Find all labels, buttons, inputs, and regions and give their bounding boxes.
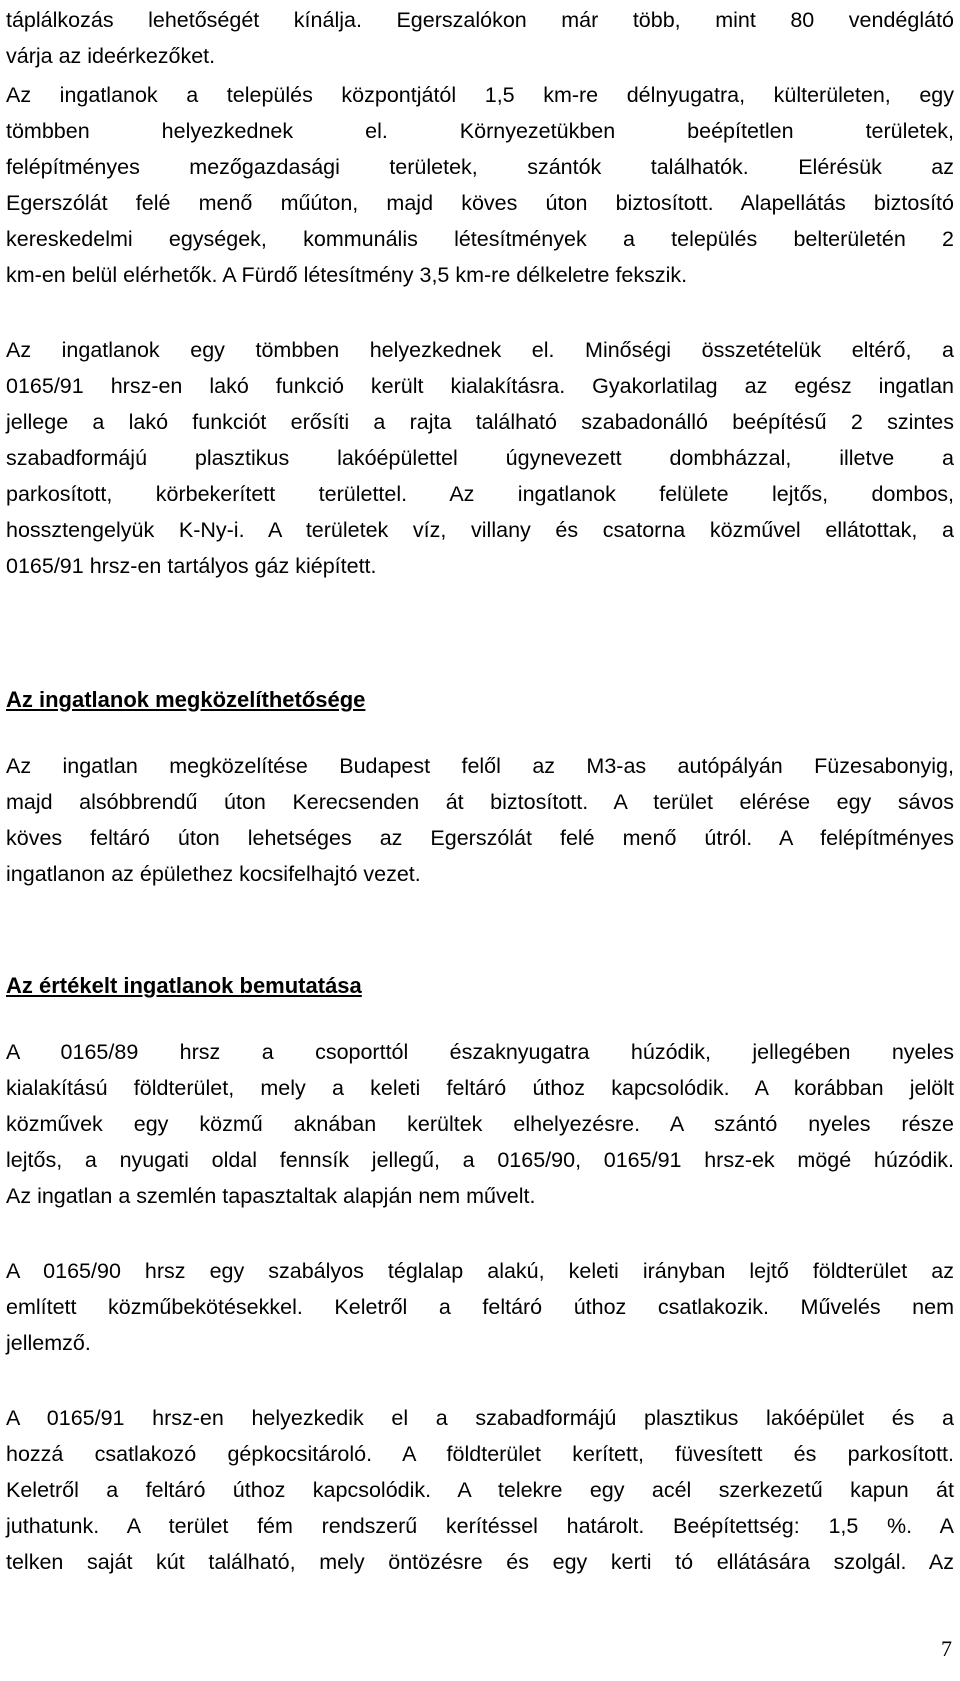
- text-line: 0165/91 hrsz-en lakó funkció került kialakításra. Gyakorlatilag az egész ingatlan: [6, 374, 954, 398]
- section-heading-presentation: Az értékelt ingatlanok bemutatása: [6, 973, 362, 998]
- text-line: várja az ideérkezőket.: [6, 44, 216, 68]
- text-line: szabadformájú plasztikus lakóépülettel úgynevezett dombházzal, illetve a: [6, 446, 954, 470]
- text-line: Egerszólát felé menő műúton, majd köves úton biztosított. Alapellátás biztosító: [6, 191, 954, 215]
- text-line: hossztengelyük K-Ny-i. A területek víz, villany és csatorna közművel ellátottak, a: [6, 518, 954, 542]
- text-line: ingatlanon az épülethez kocsifelhajtó vezet.: [6, 862, 421, 886]
- text-line: 0165/91 hrsz-en tartályos gáz kiépített.: [6, 554, 377, 578]
- paragraph-plot-90: [6, 1253, 954, 1361]
- text-line: Keletről a feltáró úthoz kapcsolódik. A telekre egy acél szerkezetű kapun át: [6, 1478, 954, 1502]
- section-heading-access: Az ingatlanok megközelíthetősége: [6, 687, 366, 712]
- text-line: lejtős, a nyugati oldal fennsík jellegű, a 0165/90, 0165/91 hrsz-ek mögé húzódik.: [6, 1148, 954, 1172]
- text-line: km-en belül elérhetők. A Fürdő létesítmény 3,5 km-re délkeletre fekszik.: [6, 263, 688, 287]
- text-line: kereskedelmi egységek, kommunális létesítmények a település belterületén 2: [6, 227, 954, 251]
- text-line: A 0165/91 hrsz-en helyezkedik el a szabadformájú plasztikus lakóépület és a: [6, 1406, 954, 1430]
- text-line: kialakítású földterület, mely a keleti feltáró úthoz kapcsolódik. A korábban jelölt: [6, 1076, 954, 1100]
- text-line: említett közműbekötésekkel. Keletről a feltáró úthoz csatlakozik. Művelés nem: [6, 1295, 954, 1319]
- text-line: jellemző.: [6, 1331, 91, 1355]
- paragraph-location: [6, 77, 954, 293]
- text-line: Az ingatlanok a település központjától 1,5 km-re délnyugatra, külterületen, egy: [6, 83, 954, 107]
- text-line: felépítményes mezőgazdasági területek, szántók találhatók. Elérésük az: [6, 155, 954, 179]
- text-line: táplálkozás lehetőségét kínálja. Egerszalókon már több, mint 80 vendéglátó: [6, 8, 954, 32]
- paragraph-plot-89: [6, 1034, 954, 1214]
- text-line: A 0165/90 hrsz egy szabályos téglalap alakú, keleti irányban lejtő földterület az: [6, 1259, 954, 1283]
- text-line: Az ingatlan a szemlén tapasztaltak alapján nem művelt.: [6, 1184, 536, 1208]
- text-line: köves feltáró úton lehetséges az Egerszólát felé menő útról. A felépítményes: [6, 826, 954, 850]
- text-line: Az ingatlan megközelítése Budapest felől az M3-as autópályán Füzesabonyig,: [6, 754, 954, 778]
- text-line: hozzá csatlakozó gépkocsitároló. A földterület kerített, füvesített és parkosított.: [6, 1442, 954, 1466]
- paragraph-composition: [6, 332, 954, 584]
- text-line: Az ingatlanok egy tömbben helyezkednek el. Minőségi összetételük eltérő, a: [6, 338, 954, 362]
- page-number: 7: [941, 1636, 952, 1661]
- text-line: közművek egy közmű aknában kerültek elhelyezésre. A szántó nyeles része: [6, 1112, 954, 1136]
- text-line: A 0165/89 hrsz a csoporttól északnyugatra húzódik, jellegében nyeles: [6, 1040, 954, 1064]
- paragraph-plot-91: [6, 1400, 954, 1580]
- paragraph-intro-end: [6, 2, 954, 74]
- text-line: parkosított, körbekerített területtel. Az ingatlanok felülete lejtős, dombos,: [6, 482, 954, 506]
- text-line: tömbben helyezkednek el. Környezetükben beépítetlen területek,: [6, 119, 954, 143]
- text-line: juthatunk. A terület fém rendszerű kerítéssel határolt. Beépítettség: 1,5 %. A: [6, 1514, 954, 1538]
- text-line: telken saját kút található, mely öntözésre és egy kerti tó ellátására szolgál. Az: [6, 1550, 954, 1574]
- text-line: majd alsóbbrendű úton Kerecsenden át biztosított. A terület elérése egy sávos: [6, 790, 954, 814]
- paragraph-access: [6, 748, 954, 892]
- text-line: jellege a lakó funkciót erősíti a rajta található szabadonálló beépítésű 2 szintes: [6, 410, 954, 434]
